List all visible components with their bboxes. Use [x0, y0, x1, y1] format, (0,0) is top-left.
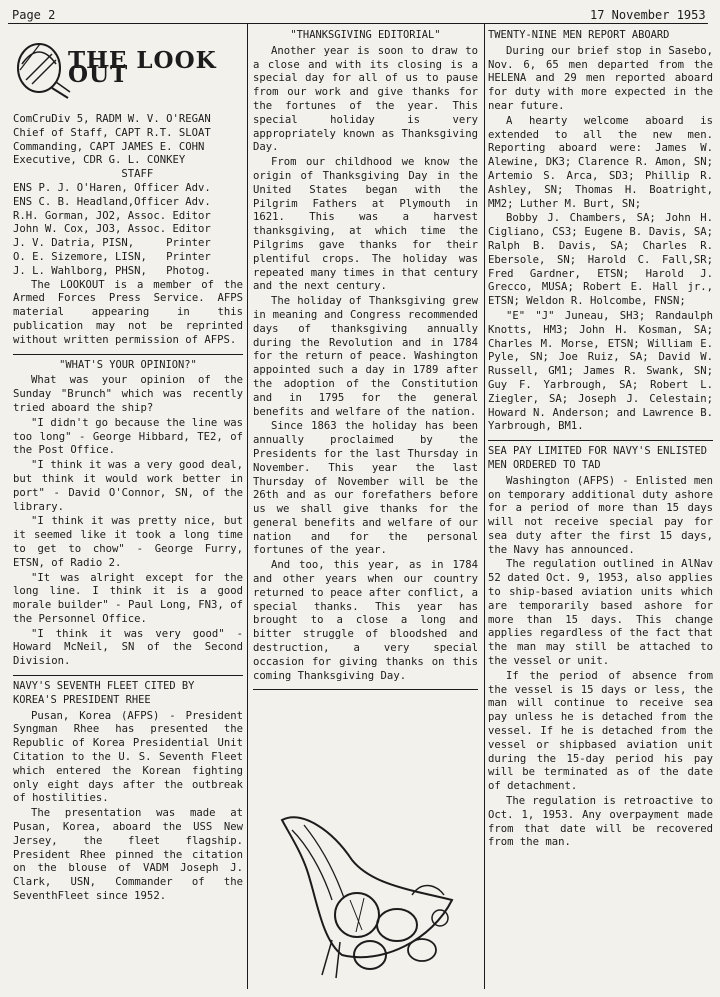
staff-line: ENS C. B. Headland,Officer Adv.: [13, 195, 211, 208]
sea-pay-paragraph: Washington (AFPS) - Enlisted men on temporary additional duty ashore for a period of more than 15 days will not receive special pay for sea duty after the first 15 days, the Navy has announced.: [488, 474, 713, 556]
right-column: [488, 25, 713, 851]
opinion-paragraph: "I think it was a very good deal, but think it would work better in port" - David O'Connor, SN, of the library.: [13, 459, 243, 513]
staff-line: J. L. Wahlborg, PHSN, Photog.: [13, 264, 211, 277]
report-aboard-paragraph: "E" "J" Juneau, SH3; Randaulph Knotts, HM3; John H. Kosman, SA; Charles M. Morse, ETSN; William E. Pyle, SN; Joe Ruiz, SA; David W. Russell, GM1; James R. Swank, SN; Guy F. Yarbrough, SA; Robert L. Ziegler, SA; Joseph J. Celestain; Howard N. Anderson; and Lawrence B. Yarbrough, BM1.: [488, 309, 713, 433]
editorial-heading: "THANKSGIVING EDITORIAL": [290, 29, 441, 41]
editorial-paragraph: From our childhood we know the origin of Thanksgiving Day in the United States began with the Pilgrim Fathers at Plymouth in 1621. This was a harvest thanksgiving, at which time the Pilgrims gave thanks for their plentiful crops. The holiday was repeated many times in that century and the next century.: [253, 156, 478, 293]
opinion-paragraph: "I didn't go because the line was too long" - George Hibbard, TE2, of the Post Office.: [13, 416, 243, 457]
column-divider-right: [484, 24, 485, 989]
staff-line: John W. Cox, JO3, Assoc. Editor: [13, 223, 211, 236]
editorial-paragraph: And too, this year, as in 1784 and other years when our country returned to peace after conflict, a special thanks. This year has brought to a close a long and bitter struggle of bloodshed and destruction, a very special occasion for giving thanks on this coming Thanksgiving Day.: [253, 559, 478, 682]
lookout-lamp-icon: [12, 30, 72, 100]
opinion-paragraph: "I think it was pretty nice, but it seemed like it took a long time to get to chow" - George Furry, ETSN, of Radio 2.: [13, 515, 243, 569]
sea-pay-heading: SEA PAY LIMITED FOR NAVY'S ENLISTED MEN ORDERED TO TAD: [488, 445, 707, 471]
staff-line: Commanding, CAPT JAMES E. COHN: [13, 140, 205, 153]
opinion-heading: "WHAT'S YOUR OPINION?": [59, 358, 197, 371]
column-divider-left: [247, 24, 248, 989]
seventh-fleet-paragraph: The presentation was made at Pusan, Korea, aboard the USS New Jersey, the fleet flagship. President Rhee pinned the citation on the blouse of VADM Joseph J. Clark, USN, Commander of the SeventhFleet since 1952.: [13, 807, 243, 903]
editorial-paragraph: Another year is soon to draw to a close and with its closing is a special day for all of us to pause from our work and give thanks for the fortunes of the year. This special holiday is very appropriately known as Thanksgiving Day.: [253, 44, 478, 154]
afps-note: The LOOKOUT is a member of the Armed Forces Press Service. AFPS material appearing in this publication may not be reprinted without written permission of AFPS.: [13, 278, 243, 346]
staff-line: ComCruDiv 5, RADM W. V. O'REGAN: [13, 113, 211, 125]
staff-line: Executive, CDR G. L. CONKEY: [13, 154, 186, 167]
staff-line: R.H. Gorman, JO2, Assoc. Editor: [13, 209, 211, 222]
seventh-fleet-paragraph: Pusan, Korea (AFPS) - President Syngman Rhee has presented the Republic of Korea Presidential Unit Citation to the U. S. Seventh Fleet which entered the Korean fighting only eight days after the outbreak of hostilities.: [13, 709, 243, 805]
section-rule: [13, 675, 243, 676]
sea-pay-paragraph: If the period of absence from the vessel is 15 days or less, the man will continue to receive sea pay unless he is detached from the vessel. If he is detached from the vessel or shipbased aviation unit during the 15-day period his pay will be terminated as of the date of detachment.: [488, 669, 713, 793]
section-rule: [13, 354, 243, 355]
opinion-paragraph: "I think it was very good" - Howard McNeil, SN of the Second Division.: [13, 627, 243, 668]
masthead: [12, 30, 240, 100]
page-number: Page 2: [12, 8, 56, 22]
staff-line: Chief of Staff, CAPT R.T. SLOAT: [13, 126, 211, 139]
opinion-paragraph: What was your opinion of the Sunday "Brunch" which was recently tried aboard the ship?: [13, 374, 243, 414]
cornucopia-icon: [262, 790, 472, 990]
issue-date: 17 November 1953: [590, 8, 706, 22]
editorial-paragraph: Since 1863 the holiday has been annually proclaimed by the Presidents for the last Thursday in November. This year the last Thursday of November will be the 26th and as our forefathers before us we shall give thanks for the general benefits and welfare of our nation and for the personal fortunes of the year.: [253, 420, 478, 557]
report-aboard-heading: TWENTY-NINE MEN REPORT ABOARD: [488, 29, 670, 41]
staff-box: [13, 113, 243, 905]
opinion-paragraph: "It was alright except for the long line. I think it is a good morale builder" - Paul Long, FN3, of the Personnel Office.: [13, 571, 243, 625]
section-rule: [488, 440, 713, 441]
sea-pay-paragraph: The regulation is retroactive to Oct. 1, 1953. Any overpayment made from that date will be recovered from the man.: [488, 795, 713, 849]
report-aboard-paragraph: Bobby J. Chambers, SA; John H. Cigliano, CS3; Eugene B. Davis, SA; Ralph B. Davis, SA; Charles R. Ebersole, SN; Harold C. Fall,SR; Fred Gardner, ETSN; Harold J. Grecco, MUSA; Robert E. Hall jr., ETSN; Weldon R. Holcombe, FNSN;: [488, 212, 713, 308]
staff-line: ENS P. J. O'Haren, Officer Adv.: [13, 181, 211, 194]
sea-pay-paragraph: The regulation outlined in AlNav 52 dated Oct. 9, 1953, also applies to ship-based aviation units which are temporarily based ashore for more than 15 days. This change applies regardless of the fact that the man may still be attached to the vessel or unit.: [488, 558, 713, 668]
staff-line: O. E. Sizemore, LISN, Printer: [13, 250, 211, 263]
editorial-paragraph: The holiday of Thanksgiving grew in meaning and Congress recommended days of thanksgiving annually during the Revolution and in 1784 for the return of peace. Washington appointed such a day in 1789 after the adoption of the Constitution and in 1795 for the general benefits and welfare of the nation.: [253, 295, 478, 418]
top-rule: [8, 23, 708, 24]
masthead-title: THE LOOK OUT: [68, 47, 217, 88]
section-rule: [253, 689, 478, 690]
report-aboard-paragraph: A hearty welcome aboard is extended to all the new men. Reporting aboard were: James W. Alewine, DK3; Clarence R. Amon, SN; Artemio S. Arca, SD3; Phillip R. Ashley, SN; Thomas H. Boatright, MM2; Luther M. Burt, SN;: [488, 114, 713, 210]
staff-line: STAFF: [13, 168, 154, 181]
editorial-column: [253, 25, 478, 694]
staff-line: J. V. Datria, PISN, Printer: [13, 237, 211, 250]
report-aboard-paragraph: During our brief stop in Sasebo, Nov. 6, 65 men departed from the HELENA and 29 men reported aboard for duty with more expected in the near future.: [488, 44, 713, 112]
seventh-fleet-heading: NAVY'S SEVENTH FLEET CITED BY KOREA'S PRESIDENT RHEE: [13, 680, 195, 706]
